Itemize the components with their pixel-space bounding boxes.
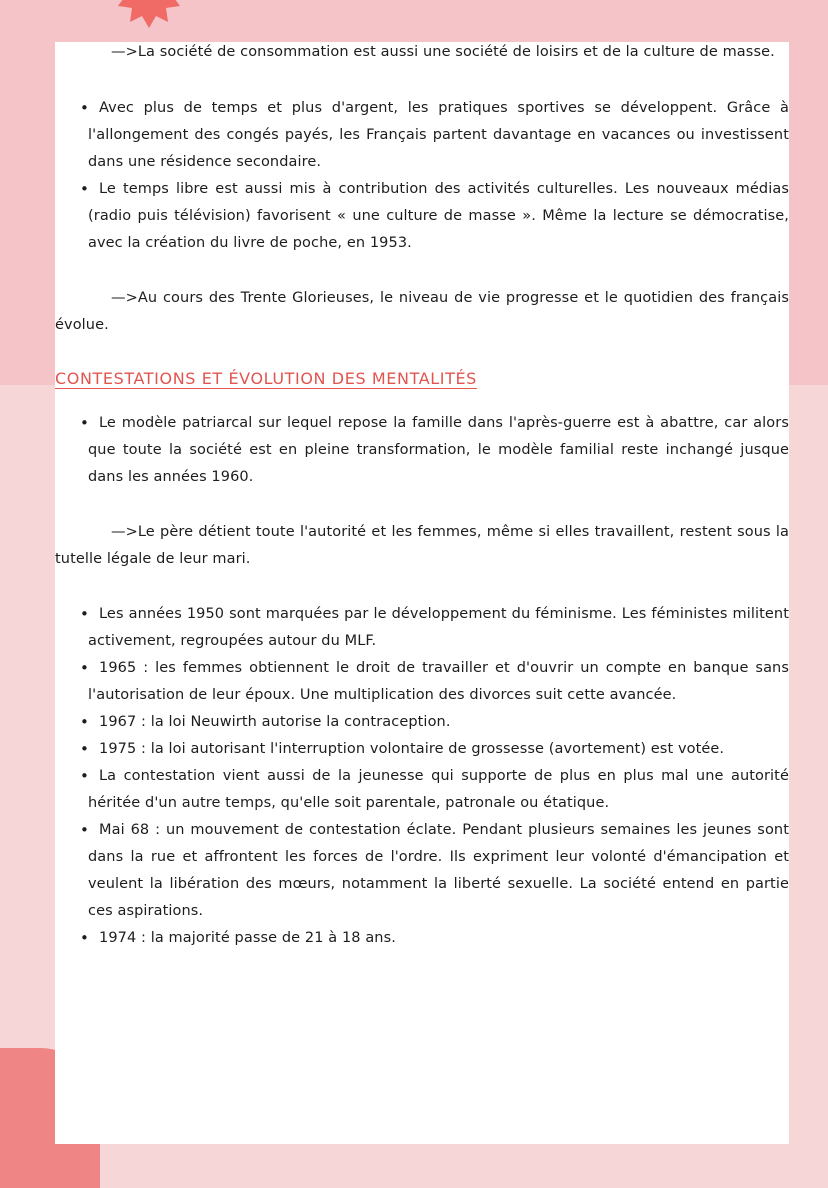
document-content	[55, 42, 789, 952]
list-item: • Mai 68 : un mouvement de contestation éclate. Pendant plusieurs semaines les jeunes sont dans la rue et affrontent les forces de l'ordre. Ils expriment leur volonté d'émancipation et veulent la libération des mœurs, notamment la liberté sexuelle. La société entend en partie ces aspirations.	[55, 817, 789, 925]
list-item: • La contestation vient aussi de la jeunesse qui supporte de plus en plus mal une autorité héritée d'un autre temps, qu'elle soit parentale, patronale ou étatique.	[55, 763, 789, 817]
patriarchy-bullet-list	[55, 410, 789, 491]
conclusion-paragraph-father-authority: —>Le père détient toute l'autorité et les femmes, même si elles travaillent, restent sous la tutelle légale de leur mari.	[55, 524, 789, 567]
conclusion-paragraph-consumption: —>La société de consommation est aussi une société de loisirs et de la culture de masse.	[111, 44, 775, 60]
list-item: • Le temps libre est aussi mis à contribution des activités culturelles. Les nouveaux médias (radio puis télévision) favorisent « une culture de masse ». Même la lecture se démocratise, avec la création du livre de poche, en 1953.	[55, 176, 789, 257]
list-item: • Les années 1950 sont marquées par le développement du féminisme. Les féministes militent activement, regroupées autour du MLF.	[55, 601, 789, 655]
star-burst-icon	[104, 0, 194, 30]
list-item: • 1967 : la loi Neuwirth autorise la contraception.	[55, 709, 789, 736]
conclusion-paragraph-trente-glorieuses: —>Au cours des Trente Glorieuses, le niveau de vie progresse et le quotidien des français évolue.	[55, 290, 789, 333]
leisure-bullet-list	[55, 95, 789, 257]
list-item: • Le modèle patriarcal sur lequel repose la famille dans l'après-guerre est à abattre, car alors que toute la société est en pleine transformation, le modèle familial reste inchangé jusque dans les années 1960.	[55, 410, 789, 491]
list-item: • 1965 : les femmes obtiennent le droit de travailler et d'ouvrir un compte en banque sans l'autorisation de leur époux. Une multiplication des divorces suit cette avancée.	[55, 655, 789, 709]
mentalities-bullet-list	[55, 601, 789, 952]
section-title: CONTESTATIONS ET ÉVOLUTION DES MENTALITÉS	[55, 369, 477, 388]
list-item: • Avec plus de temps et plus d'argent, les pratiques sportives se développent. Grâce à l'allongement des congés payés, les Français partent davantage en vacances ou investissent dans une résidence secondaire.	[55, 95, 789, 176]
list-item: • 1975 : la loi autorisant l'interruption volontaire de grossesse (avortement) est votée.	[55, 736, 789, 763]
document-page	[55, 42, 789, 1144]
list-item: • 1974 : la majorité passe de 21 à 18 ans.	[55, 925, 789, 952]
